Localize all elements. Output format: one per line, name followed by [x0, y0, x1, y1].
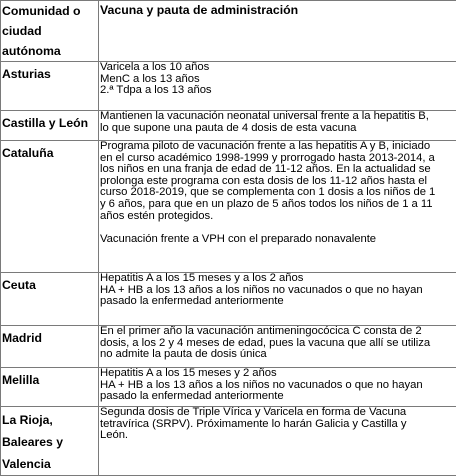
vaccine-line: pasado la enfermedad anteriormente	[100, 296, 455, 308]
region-cell	[1, 326, 99, 368]
table-row	[1, 368, 456, 407]
vaccine-cell	[99, 141, 456, 273]
table-row	[1, 407, 456, 476]
vaccine-line: los niños en una franja de edad de 11-12 años. En la actualidad se	[100, 164, 455, 176]
vaccine-cell	[99, 368, 456, 407]
header-vaccine	[99, 1, 456, 62]
vaccine-line: en el curso académico 1998-1999 y prorrogado hasta 2013-2014, a	[100, 153, 455, 165]
region-line: Baleares y	[2, 431, 97, 453]
region-line: Madrid	[2, 328, 97, 348]
vaccine-line: Vacunación frente a VPH con el preparado nonavalente	[100, 234, 455, 246]
table-row	[1, 273, 456, 326]
header-vaccine-text: Vacuna y pauta de administración	[100, 1, 455, 19]
vaccine-line: y 6 años, para que en un plazo de 5 años todos los niños de 1 a 11	[100, 199, 455, 211]
table-header-row	[1, 1, 456, 62]
region-line: Melilla	[2, 370, 97, 390]
vaccine-line: Mantienen la vacunación neonatal universal frente a la hepatitis B,	[100, 111, 455, 123]
region-cell	[1, 141, 99, 273]
vaccine-line: Hepatitis A a los 15 meses y 2 años	[100, 368, 455, 380]
vaccine-line: Varicela a los 10 años	[100, 62, 455, 74]
table-row	[1, 111, 456, 141]
table-row	[1, 326, 456, 368]
vaccine-cell	[99, 111, 456, 141]
vaccine-line: lo que supone una pauta de 4 dosis de esta vacuna	[100, 123, 455, 135]
region-line: Ceuta	[2, 275, 97, 295]
vaccine-cell	[99, 273, 456, 326]
vaccine-cell	[99, 326, 456, 368]
vaccine-line: tetravírica (SRPV). Próximamente lo harán Galicia y Castilla y	[100, 419, 455, 431]
vaccine-line: León.	[100, 430, 455, 442]
vaccine-line: HA + HB a los 13 años a los niños no vacunados o que no hayan	[100, 380, 455, 392]
region-cell	[1, 273, 99, 326]
header-region-line: Comunidad o	[2, 1, 97, 21]
region-cell	[1, 407, 99, 476]
region-line: Valencia	[2, 453, 97, 475]
region-line: Castilla y León	[2, 113, 97, 133]
region-line: Asturias	[2, 64, 97, 84]
vaccine-cell	[99, 62, 456, 111]
header-region-line: ciudad autónoma	[2, 21, 97, 61]
vaccine-line: 2.ª Tdpa a los 13 años	[100, 85, 455, 97]
vaccine-line: MenC a los 13 años	[100, 74, 455, 86]
paragraph-gap	[100, 222, 455, 234]
vaccine-line: En el primer año la vacunación antimeningocócica C consta de 2	[100, 326, 455, 338]
table-row	[1, 141, 456, 273]
vaccine-line: pasado la enfermedad anteriormente	[100, 391, 455, 403]
vaccine-line: Programa piloto de vacunación frente a las hepatitis A y B, iniciado	[100, 141, 455, 153]
table-row	[1, 62, 456, 111]
vaccine-line: prolonga este programa con esta dosis de los 11-12 años hasta el	[100, 176, 455, 188]
vaccine-line: dosis, a los 2 y 4 meses de edad, pues la vacuna que allí se utiliza	[100, 338, 455, 350]
vaccine-line: no admite la pauta de dosis única	[100, 349, 455, 361]
region-cell	[1, 111, 99, 141]
region-cell	[1, 62, 99, 111]
vaccine-line: curso 2018-2019, que se complementa con 1 dosis a los niños de 1	[100, 187, 455, 199]
region-cell	[1, 368, 99, 407]
region-line: Cataluña	[2, 143, 97, 163]
header-region	[1, 1, 99, 62]
vaccine-line: Segunda dosis de Triple Vírica y Varicela en forma de Vacuna	[100, 407, 455, 419]
vaccine-line: HA + HB a los 13 años a los niños no vacunados o que no hayan	[100, 285, 455, 297]
region-line: La Rioja,	[2, 409, 97, 431]
vaccine-line: Hepatitis A a los 15 meses y a los 2 años	[100, 273, 455, 285]
vaccine-line: años estén protegidos.	[100, 211, 455, 223]
vaccine-cell	[99, 407, 456, 476]
